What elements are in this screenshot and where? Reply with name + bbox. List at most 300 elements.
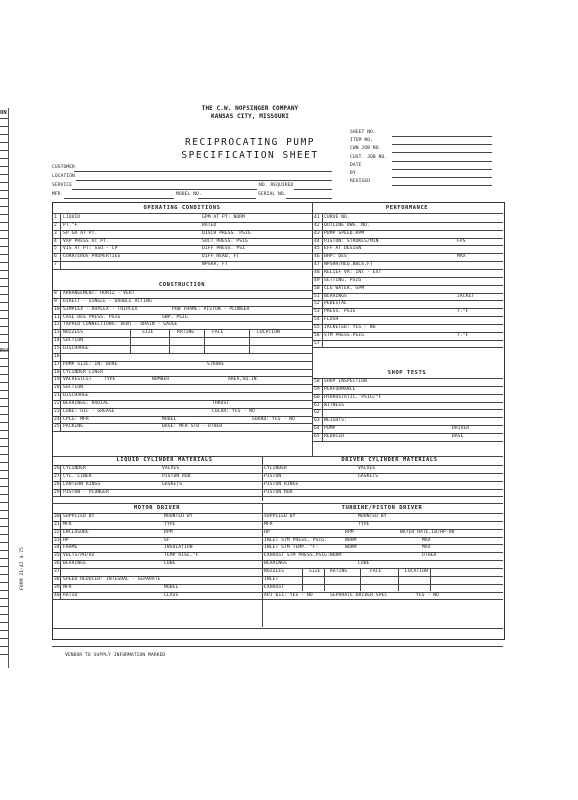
row-label: CASE DES PRESS. PSIG xyxy=(63,314,121,320)
row-number: 26 xyxy=(54,466,60,471)
row-label: GUARD: YES - NO xyxy=(252,416,295,422)
row-label: VOLTS/PH/HZ xyxy=(63,553,95,559)
edge-rule xyxy=(0,358,8,359)
model-no-label: MODEL NO. xyxy=(176,192,202,197)
row-rule xyxy=(262,560,503,561)
row-rule xyxy=(262,521,503,522)
edge-rule xyxy=(0,654,8,655)
nozzle-col xyxy=(204,329,205,337)
row-label: EFF AT DESIGN xyxy=(324,246,362,252)
nozzle-col xyxy=(249,337,250,345)
form-number: FORM 21-42 4-75 xyxy=(20,547,25,590)
row-rule xyxy=(52,222,312,223)
row-label: PACKING xyxy=(63,424,84,430)
row-rule xyxy=(52,384,312,385)
serial-no-label: SERIAL NO. xyxy=(258,192,287,197)
row-label: LUBE xyxy=(358,561,370,567)
nozzle-col xyxy=(130,345,131,353)
row-number: 32 xyxy=(54,529,60,535)
row-label: SWP. PSIG xyxy=(162,314,188,320)
section-turbine: TURBINE/PISTON DRIVER xyxy=(341,505,423,511)
row-label: NOZZLES xyxy=(63,330,84,336)
edge-rule xyxy=(0,518,8,519)
edge-rule xyxy=(0,558,8,559)
edge-rule xyxy=(0,606,8,607)
row-rule xyxy=(52,353,312,354)
edge-rule xyxy=(0,174,8,175)
edge-rule xyxy=(0,206,8,207)
row-label: NORM xyxy=(345,545,357,551)
edge-rule xyxy=(0,270,8,271)
row-rule xyxy=(52,337,312,338)
row-rule xyxy=(312,316,503,317)
edge-rule xyxy=(0,622,8,623)
row-label: STM PRESS.PSIG xyxy=(324,332,365,338)
edge-rule xyxy=(0,134,8,135)
section-rule xyxy=(52,503,503,504)
row-label: VALVES xyxy=(162,466,180,471)
num-column xyxy=(322,378,323,441)
row-label: CORR/EROS PROPERTIES xyxy=(63,254,121,260)
row-label: SIMPLEX - DUPLEX - TRIPLEX xyxy=(63,306,138,312)
row-label: DISCH PRESS. PSIG xyxy=(202,230,251,236)
row-number: 43 xyxy=(314,230,320,236)
row-number: 50 xyxy=(314,285,320,291)
row-label: STROKE xyxy=(207,361,225,367)
row-number: 45 xyxy=(314,246,320,252)
edge-rule xyxy=(0,126,8,127)
row-number: 49 xyxy=(314,277,320,283)
row-number: 31 xyxy=(54,521,60,527)
row-rule xyxy=(262,529,503,530)
row-label: RELIEF VA: INT - EXT xyxy=(324,269,382,275)
row-label: SUPPLIED BY xyxy=(264,514,296,519)
nozzle-col xyxy=(204,345,205,353)
row-label: SUCTION xyxy=(63,338,84,344)
row-label: MAX xyxy=(422,545,431,551)
nozzle-col xyxy=(169,345,170,353)
row-number: 35 xyxy=(54,553,60,559)
row-label: PERFORMANCE xyxy=(324,386,356,392)
row-label: MOUNTED BY xyxy=(358,514,387,519)
sheet-field-line xyxy=(392,152,492,153)
row-number: 7 xyxy=(54,262,57,268)
edge-label-mid: ESS xyxy=(0,348,10,354)
row-label: TYPE xyxy=(358,521,370,527)
row-label: T.°F xyxy=(457,309,469,315)
row-label: GASKETS xyxy=(358,473,379,479)
nozzle-col-label: RATING xyxy=(177,330,195,336)
row-rule xyxy=(52,592,262,593)
row-number: 41 xyxy=(314,215,320,220)
edge-rule xyxy=(0,470,8,471)
row-label: BEARINGS xyxy=(324,293,347,299)
edge-rule xyxy=(0,294,8,295)
row-number: 39 xyxy=(54,584,60,590)
edge-rules xyxy=(0,118,8,668)
row-number: 47 xyxy=(314,262,320,268)
edge-rule xyxy=(0,534,8,535)
row-rule xyxy=(312,409,503,410)
row-number: 62 xyxy=(314,410,320,416)
row-label: AREA,SQ.IN. xyxy=(228,377,260,383)
edge-rule xyxy=(0,542,8,543)
row-label: CYLINDER xyxy=(63,466,86,471)
nozzle-col xyxy=(169,329,170,337)
section-shop-tests: SHOP TESTS xyxy=(387,370,427,376)
row-label: SEPARATE DRIVER SPEC xyxy=(330,592,388,598)
row-label: PISTON xyxy=(264,473,282,479)
row-label: GPM AT PT: NORM xyxy=(202,215,245,220)
row-label: CLG WATER, GPM xyxy=(324,285,365,291)
row-label: INLET STM TEMP. °F: xyxy=(264,545,319,551)
row-number: 18 xyxy=(54,369,60,375)
row-label: SF xyxy=(164,537,170,543)
row-number: 3 xyxy=(54,230,57,236)
row-rule xyxy=(52,496,262,497)
edge-rule xyxy=(0,486,8,487)
company-city: KANSAS CITY, MISSOURI xyxy=(211,113,289,120)
row-label: VIS AT PT: SSU - CP xyxy=(63,246,118,252)
row-number: 10 xyxy=(54,306,60,312)
row-rule xyxy=(52,544,262,545)
edge-rule xyxy=(0,302,8,303)
row-label: BEARINGS xyxy=(264,561,287,567)
num-column xyxy=(60,214,61,269)
nozzle-col-label: RATING xyxy=(330,568,348,574)
nozzle-col-label: LOCATION xyxy=(257,330,280,336)
title-line2: SPECIFICATION SHEET xyxy=(181,150,319,161)
nozzle-col xyxy=(430,568,431,592)
row-label: PEDESTAL xyxy=(324,301,347,307)
row-label: DIFF HEAD. FT xyxy=(202,254,240,260)
row-label: ENCLOSURE xyxy=(63,529,89,535)
edge-rule xyxy=(0,494,8,495)
sheet-info xyxy=(350,130,500,190)
row-label: BEARINGS xyxy=(63,561,86,567)
row-number: 44 xyxy=(314,238,320,244)
row-rule xyxy=(52,431,312,432)
row-label: LUBE xyxy=(164,561,176,567)
no-required-label: NO. REQUIRED xyxy=(259,183,294,188)
row-label: CPLG: MFR xyxy=(63,416,89,422)
row-label: FRAME xyxy=(63,545,78,551)
row-number: 25 xyxy=(54,424,60,430)
row-label: API 611: YES - NO xyxy=(264,592,313,598)
num-column xyxy=(60,465,61,496)
nozzle-col xyxy=(360,568,361,592)
row-rule xyxy=(52,599,262,600)
edge-rule xyxy=(0,422,8,423)
row-number: 36 xyxy=(54,561,60,567)
row-label: PISTON: STROKES/MIN xyxy=(324,238,379,244)
nozzle-col-label: SIZE xyxy=(309,568,321,574)
row-number: 48 xyxy=(314,269,320,275)
sheet-field-label: REVISED xyxy=(350,179,371,185)
row-label: REDUCER xyxy=(324,433,345,439)
sheet-field-label: ITEM NO. xyxy=(350,138,373,144)
sheet-field-label: DATE xyxy=(350,162,362,168)
edge-rule xyxy=(0,550,8,551)
edge-rule xyxy=(0,318,8,319)
num-column xyxy=(322,214,323,347)
row-rule xyxy=(312,441,503,442)
row-number: 16 xyxy=(54,353,60,359)
center-divider xyxy=(262,456,263,501)
row-label: SUPPLIED BY xyxy=(63,514,95,519)
sheet-field-label: BY xyxy=(350,171,356,176)
edge-rule xyxy=(0,230,8,231)
edge-rule xyxy=(0,382,8,383)
section-performance: PERFORMANCE xyxy=(385,205,429,211)
row-label: LIQUID xyxy=(63,215,81,220)
edge-rule xyxy=(0,158,8,159)
row-label: COLOR: YES - NO xyxy=(212,408,255,414)
row-number: 15 xyxy=(54,345,60,351)
nozzle-col xyxy=(324,568,325,592)
row-label: PISTON RINGS xyxy=(264,481,299,487)
edge-rule xyxy=(0,366,8,367)
row-label: MFR xyxy=(264,521,273,527)
row-number: 64 xyxy=(314,426,320,432)
edge-rule xyxy=(0,190,8,191)
location-label: LOCATION xyxy=(52,174,75,179)
edge-rule xyxy=(0,222,8,223)
edge-rule xyxy=(0,390,8,391)
row-rule xyxy=(262,576,503,577)
row-label: LUBE: OIL - GREASE xyxy=(63,408,115,414)
edge-rule xyxy=(0,374,8,375)
sheet-field-line xyxy=(392,169,492,170)
row-label: TAPPED CONNECTIONS: VENT - DRAIN - GAUGE xyxy=(63,322,178,328)
edge-rule xyxy=(0,334,8,335)
row-label: INLET STM PRESS, PSIG: xyxy=(264,537,328,543)
row-number: 12 xyxy=(54,322,60,328)
row-label: POW FRAME: PISTON - PLUNGER xyxy=(172,306,250,312)
row-rule xyxy=(312,347,503,348)
row-number: 2 xyxy=(54,222,57,228)
row-number: 19 xyxy=(54,377,60,383)
row-label: PISTON ROD xyxy=(162,473,191,479)
row-label: PISTON ROD xyxy=(264,489,293,495)
row-number: 14 xyxy=(54,338,60,344)
nozzle-col xyxy=(249,345,250,353)
edge-rule xyxy=(0,590,8,591)
row-label: DIFF PRESS. PSI xyxy=(202,246,245,252)
row-label: RPM xyxy=(164,529,173,535)
row-label: FLUSH xyxy=(324,317,339,323)
row-label: MAX xyxy=(457,254,466,260)
nozzle-col-label: FACE xyxy=(212,330,224,336)
edge-rule xyxy=(0,462,8,463)
edge-rule xyxy=(0,214,8,215)
service-label: SERVICE xyxy=(52,183,73,188)
row-number: 5 xyxy=(54,246,57,252)
row-number: 9 xyxy=(54,298,57,304)
edge-rule xyxy=(0,246,8,247)
edge-rule xyxy=(0,118,8,119)
row-number: 28 xyxy=(54,481,60,487)
row-label: PUMP SPEED.RPM xyxy=(324,230,365,236)
row-label: BASE: MFR STD - OTHER xyxy=(162,424,223,430)
row-label: HP xyxy=(264,529,270,535)
row-number: 57 xyxy=(314,340,320,346)
row-label: VAP PRESS AT PT. xyxy=(63,238,109,244)
row-rule xyxy=(312,425,503,426)
edge-rule xyxy=(0,478,8,479)
edge-rule xyxy=(0,574,8,575)
row-number: 1 xyxy=(54,215,57,220)
row-number: 53 xyxy=(314,309,320,315)
sheet-field-line xyxy=(392,161,492,162)
row-label: SUCT PRESS. PSIG xyxy=(202,238,248,244)
row-label: DIRECT - SINGLE - DOUBLE ACTING xyxy=(63,298,152,304)
row-label: VALVES(LS) xyxy=(63,377,92,383)
row-label: OTHER xyxy=(422,553,437,559)
row-label: INSULATION xyxy=(164,545,193,551)
row-number: 58 xyxy=(314,379,320,384)
row-label: NORM xyxy=(345,537,357,543)
row-rule xyxy=(262,599,503,600)
row-rule xyxy=(262,489,503,490)
edge-rule xyxy=(0,166,8,167)
row-number: 24 xyxy=(54,416,60,422)
row-label: T.°F xyxy=(457,332,469,338)
row-number: 42 xyxy=(314,222,320,228)
edge-rule xyxy=(0,406,8,407)
row-rule xyxy=(52,568,262,569)
row-number: 55 xyxy=(314,324,320,330)
mfr-label: MFR xyxy=(52,192,61,197)
row-label: WITNESS xyxy=(324,402,345,408)
section-motor: MOTOR DRIVER xyxy=(133,505,181,511)
row-rule xyxy=(262,496,503,497)
row-label: JACKETED: YES - NO xyxy=(324,324,376,330)
row-label: DISCHARGE xyxy=(63,393,89,399)
row-rule xyxy=(52,392,312,393)
edge-rule xyxy=(0,646,8,647)
row-number: 34 xyxy=(54,545,60,551)
row-number: 30 xyxy=(54,514,60,519)
row-number: 22 xyxy=(54,400,60,406)
row-label: GASKETS xyxy=(162,481,183,487)
company-name: THE C.W. NOFSINGER COMPANY xyxy=(201,105,299,112)
edge-rule xyxy=(0,254,8,255)
edge-rule xyxy=(0,630,8,631)
nozzle-col xyxy=(130,329,131,337)
row-label: INLET xyxy=(264,576,279,582)
section-driver-cyl: DRIVER CYLINDER MATERIALS xyxy=(341,457,438,463)
row-label: EXHAUST xyxy=(264,584,285,590)
row-label: FPS xyxy=(457,238,466,244)
edge-rule xyxy=(0,502,8,503)
row-label: SPEED REDUCER: INTEGRAL - SEPARATE xyxy=(63,576,161,582)
row-label: PUMP xyxy=(324,426,336,432)
edge-rule xyxy=(0,286,8,287)
row-number: 65 xyxy=(314,433,320,439)
row-label: BASE xyxy=(452,433,464,439)
row-label: CYLINDER LINER xyxy=(63,369,104,375)
edge-rule xyxy=(0,278,8,279)
edge-rule xyxy=(0,446,8,447)
edge-rule xyxy=(0,454,8,455)
edge-rule xyxy=(0,438,8,439)
row-label: TYPE xyxy=(164,521,176,527)
row-rule xyxy=(52,261,312,262)
row-rule xyxy=(52,537,262,538)
edge-rule xyxy=(0,510,8,511)
row-label: YES - NO xyxy=(416,592,439,598)
row-label: CLASS xyxy=(164,592,179,598)
row-rule xyxy=(262,473,503,474)
edge-rule xyxy=(0,598,8,599)
nozzle-col xyxy=(249,329,250,337)
section-operating: OPERATING CONDITIONS xyxy=(143,205,221,211)
row-label: NOZZLES xyxy=(264,568,285,574)
edge-rule xyxy=(0,614,8,615)
row-number: 52 xyxy=(314,301,320,307)
edge-rule xyxy=(0,262,8,263)
row-rule xyxy=(312,340,503,341)
row-number: 8 xyxy=(54,291,57,296)
section-rule xyxy=(52,213,503,214)
row-number: 29 xyxy=(54,489,60,495)
row-number: 54 xyxy=(314,317,320,323)
row-label: EXHAUST STM PRESS,PSIG:NORM xyxy=(264,553,342,559)
row-label: SUCTION xyxy=(63,385,84,391)
row-label: VALVES xyxy=(358,466,376,471)
row-number: 27 xyxy=(54,473,60,479)
row-number: 59 xyxy=(314,386,320,392)
sheet-field-label: CUST. JOB NO. xyxy=(350,154,388,160)
row-label: WATER RATE,LB/HP-HR xyxy=(400,529,455,535)
nozzle-col xyxy=(302,568,303,592)
customer-label: CUSTOMER xyxy=(52,165,75,170)
edge-rule xyxy=(0,310,8,311)
row-label: MODEL xyxy=(164,584,179,590)
row-label: SP GR AT PT. xyxy=(63,230,98,236)
row-label: JACKET xyxy=(457,293,475,299)
edge-rule xyxy=(0,350,8,351)
title-line1: RECIPROCATING PUMP xyxy=(185,137,315,148)
sheet-field-label: CWN JOB NO. xyxy=(350,146,382,152)
edge-rule xyxy=(0,342,8,343)
row-rule xyxy=(52,345,312,346)
row-label: CYL. LINER xyxy=(63,473,92,479)
row-label: TYPE xyxy=(104,377,116,383)
row-number: 56 xyxy=(314,332,320,338)
row-label: MODEL xyxy=(162,416,177,422)
row-rule xyxy=(262,568,503,569)
row-label: BHP: DES xyxy=(324,254,347,260)
row-label: OUTLINE DWG. NO. xyxy=(324,222,370,228)
row-label: CURVE NO. xyxy=(324,215,350,220)
row-number: 11 xyxy=(54,314,60,320)
sheet-field-line xyxy=(392,177,492,178)
section-rule xyxy=(52,456,503,457)
num-column xyxy=(60,290,61,431)
sheet-field-line xyxy=(392,136,492,137)
edge-label-top: ON xyxy=(0,110,7,116)
edge-rule xyxy=(0,150,8,151)
nozzle-col-label: LOCATION xyxy=(405,568,428,574)
edge-rule xyxy=(0,430,8,431)
row-number: 4 xyxy=(54,238,57,244)
row-label: DISCHARGE xyxy=(63,345,89,351)
row-rule xyxy=(52,269,312,270)
nozzle-col-label: FACE xyxy=(370,568,382,574)
row-rule xyxy=(52,628,503,629)
